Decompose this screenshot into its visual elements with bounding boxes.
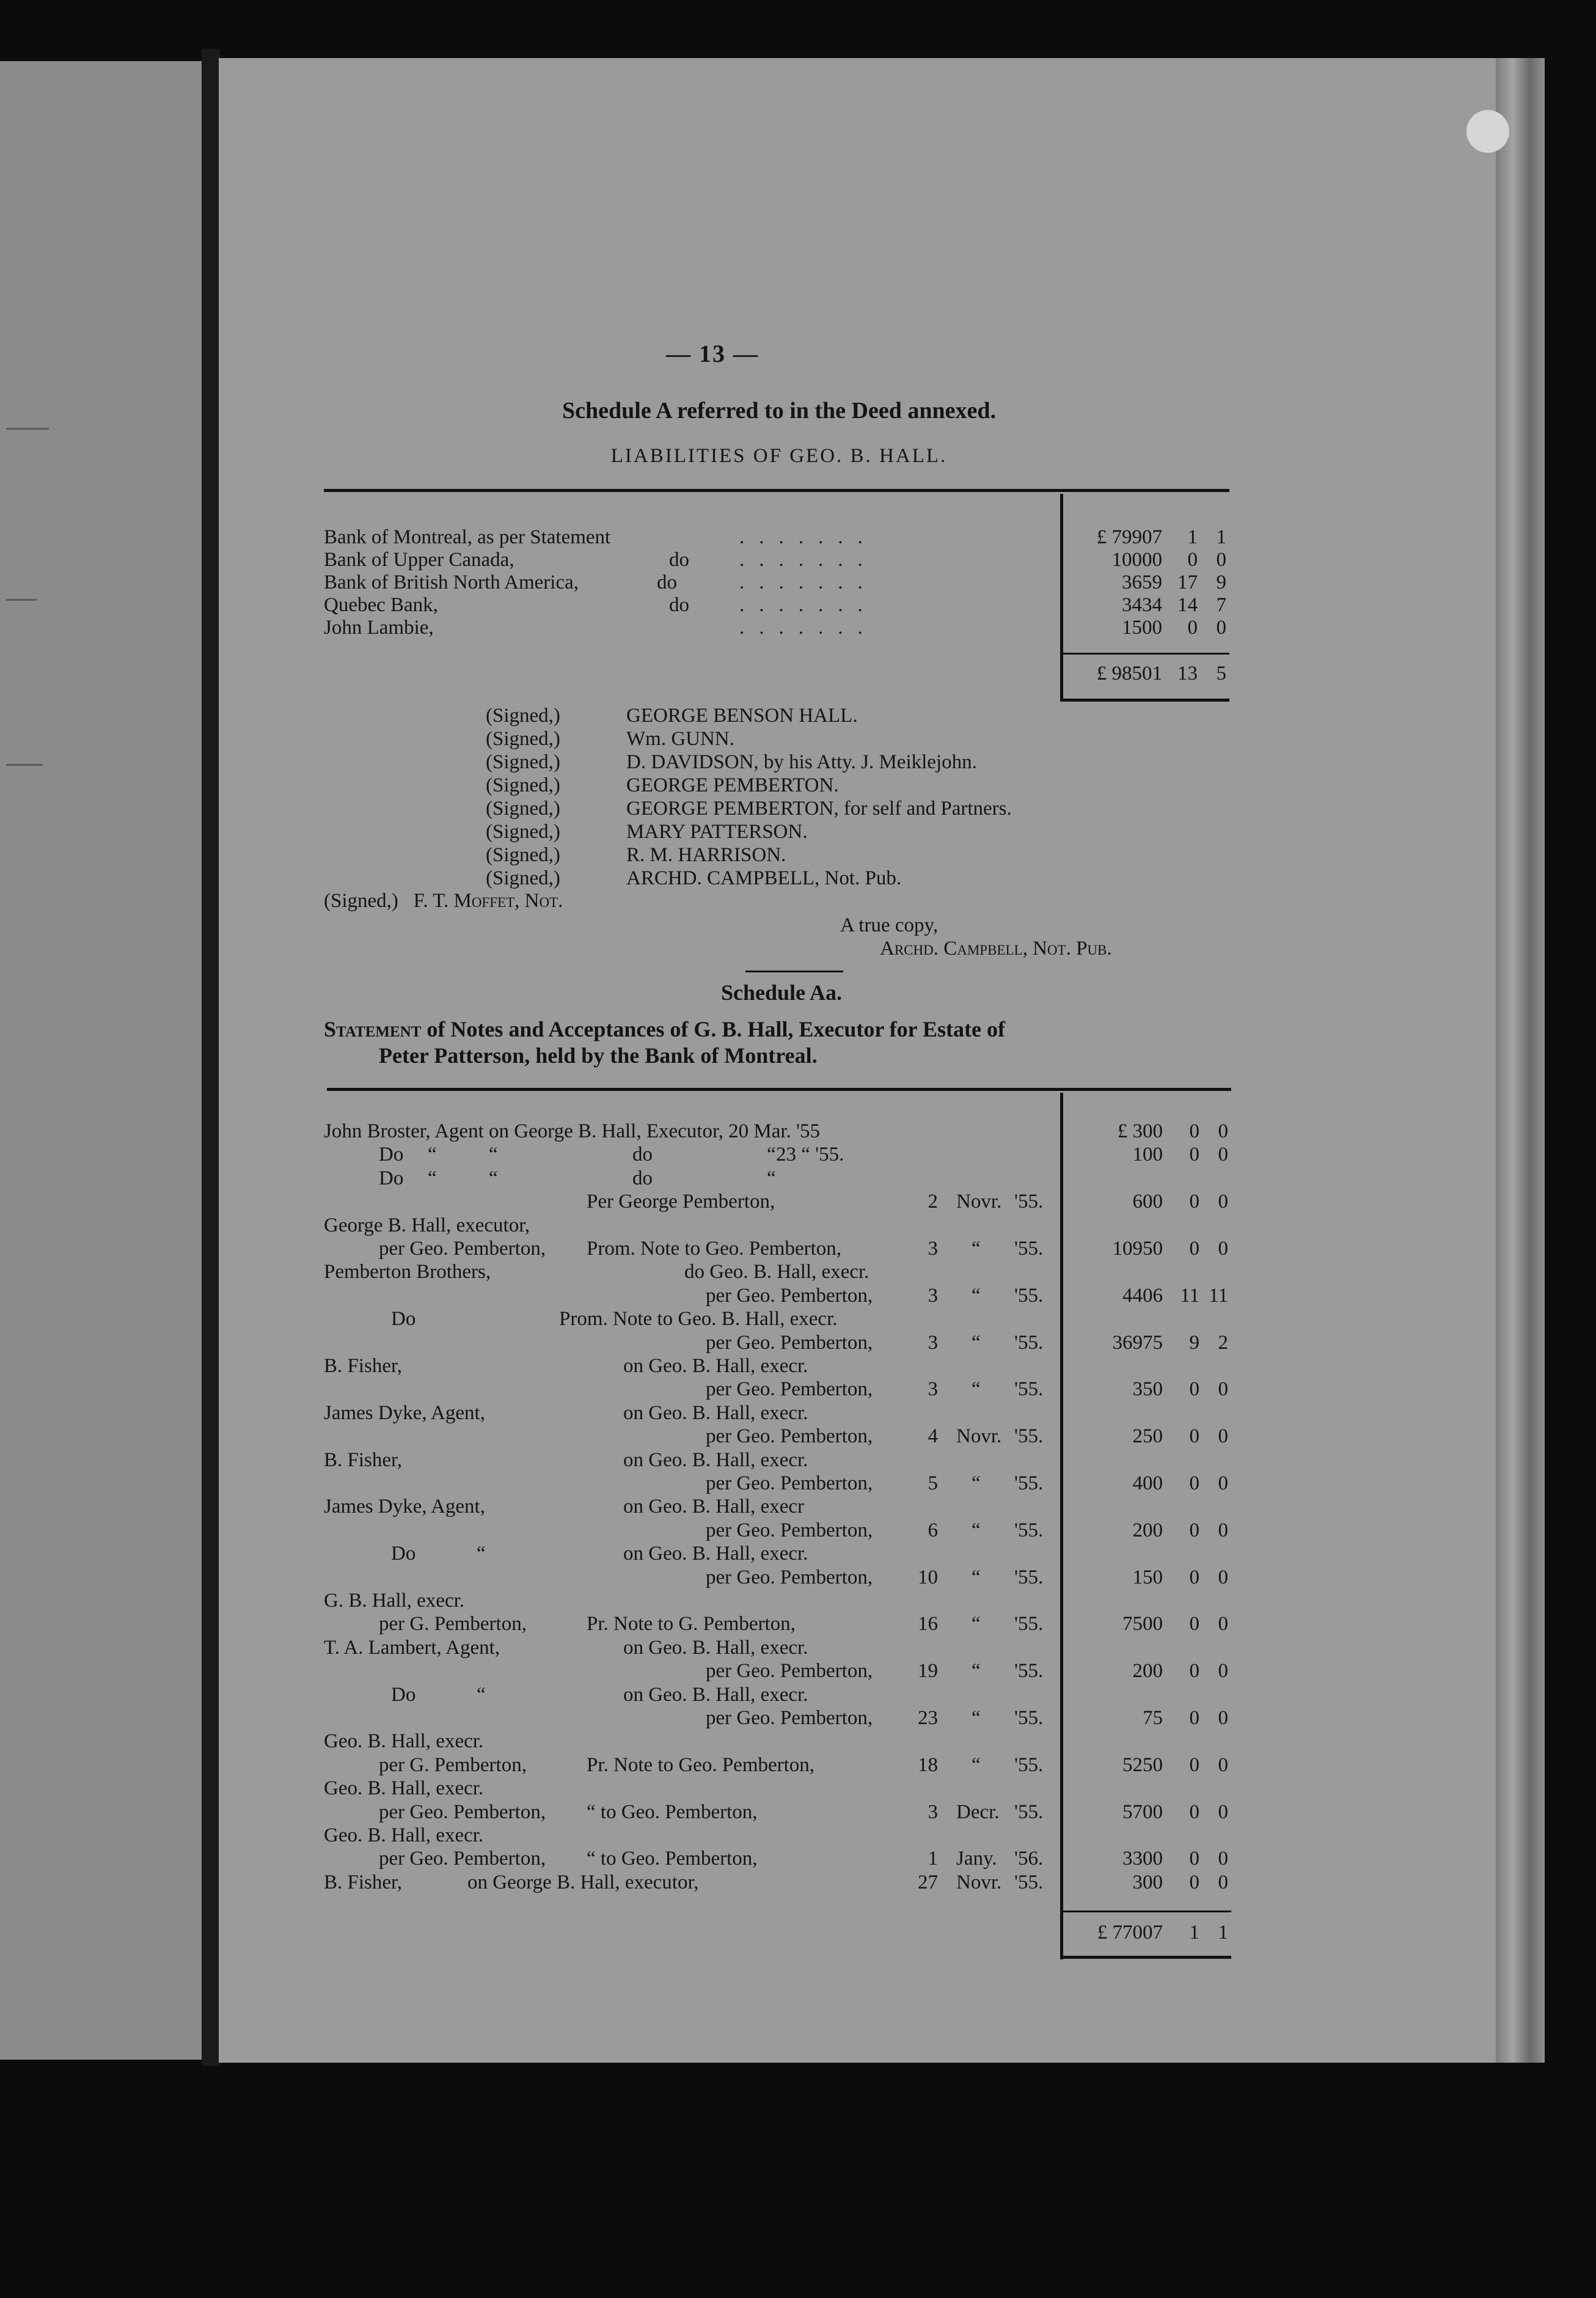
note-pence: 11 xyxy=(1209,1285,1228,1307)
section-divider xyxy=(745,971,843,972)
note-payer: per Geo. Pemberton, xyxy=(379,1848,546,1870)
note-month: “ xyxy=(972,1378,981,1400)
liability-label: Quebec Bank, xyxy=(324,594,438,616)
ditto-mark: “ xyxy=(477,1543,486,1565)
notes-total-rule xyxy=(1063,1956,1231,1959)
note-description: on Geo. B. Hall, execr. xyxy=(623,1355,808,1377)
note-payer: Do xyxy=(379,1143,404,1166)
note-pence: 0 xyxy=(1218,1519,1228,1541)
paper-damage-spot xyxy=(1466,110,1509,153)
note-pounds: 75 xyxy=(1143,1707,1163,1729)
note-day: 27 xyxy=(918,1871,938,1893)
note-month: “ xyxy=(972,1660,981,1682)
note-month: “ xyxy=(972,1472,981,1494)
liability-label: Bank of Upper Canada, xyxy=(324,549,514,571)
note-payer: Do xyxy=(391,1543,416,1565)
note-shillings: 0 xyxy=(1189,1143,1199,1166)
note-description: per Geo. Pemberton, xyxy=(706,1660,873,1682)
note-payer: John Broster, Agent on George B. Hall, Executor, 20 Mar. '55 xyxy=(324,1120,820,1142)
note-shillings: 0 xyxy=(1189,1120,1199,1142)
note-year: '56. xyxy=(1014,1848,1044,1870)
note-description: “ to Geo. Pemberton, xyxy=(587,1801,758,1823)
liability-shillings: 0 xyxy=(1187,617,1198,639)
note-month: Novr. xyxy=(956,1191,1002,1213)
dot-leader: ....... xyxy=(739,617,877,639)
witness-name: F. T. Moffet, Not. xyxy=(413,890,563,912)
note-day: 3 xyxy=(928,1332,938,1354)
note-pounds: 400 xyxy=(1132,1472,1163,1494)
note-shillings: 11 xyxy=(1180,1285,1199,1307)
note-month: “ xyxy=(972,1238,981,1260)
note-pounds: 7500 xyxy=(1122,1613,1163,1635)
note-pounds: 3300 xyxy=(1122,1848,1163,1870)
note-description: do xyxy=(632,1143,653,1166)
note-day: 4 xyxy=(928,1425,938,1447)
ditto-mark: “ xyxy=(428,1167,437,1189)
liability-pence: 1 xyxy=(1216,526,1226,548)
notes-subtotal-rule xyxy=(1063,1911,1231,1912)
liability-pounds: 3659 xyxy=(1122,571,1162,593)
note-shillings: 0 xyxy=(1189,1519,1199,1541)
facing-page-mark xyxy=(6,599,37,601)
ditto-mark: “ xyxy=(489,1143,498,1166)
liability-shillings: 1 xyxy=(1187,526,1198,548)
liability-shillings: 14 xyxy=(1177,594,1198,616)
note-year: '55. xyxy=(1014,1660,1044,1682)
note-payer: B. Fisher, xyxy=(324,1871,402,1893)
note-pounds: 200 xyxy=(1132,1660,1163,1682)
note-pounds: 100 xyxy=(1132,1143,1163,1166)
page-title: Schedule A referred to in the Deed annexed. xyxy=(562,398,996,424)
note-description: per Geo. Pemberton, xyxy=(706,1519,873,1541)
liabilities-total-pounds: £ 98501 xyxy=(1096,663,1162,685)
liability-label: Bank of Montreal, as per Statement xyxy=(324,526,611,548)
note-day: 5 xyxy=(928,1472,938,1494)
note-shillings: 0 xyxy=(1189,1238,1199,1260)
statement-heading xyxy=(324,1018,1005,1041)
note-year: '55. xyxy=(1014,1472,1044,1494)
signature-signed: (Signed,) xyxy=(486,705,560,727)
liability-pence: 7 xyxy=(1216,594,1226,616)
note-description: per Geo. Pemberton, xyxy=(706,1332,873,1354)
note-month: 23 “ '55. xyxy=(776,1143,844,1166)
ditto-mark: “ xyxy=(489,1167,498,1189)
note-year: '55. xyxy=(1014,1378,1044,1400)
note-payer: G. B. Hall, execr. xyxy=(324,1590,465,1612)
ditto-mark: “ xyxy=(477,1684,486,1706)
note-month: “ xyxy=(972,1332,981,1354)
signatory-name: GEORGE BENSON HALL. xyxy=(626,705,858,727)
note-description: on George B. Hall, executor, xyxy=(467,1871,699,1893)
note-year: '55. xyxy=(1014,1425,1044,1447)
note-year: '55. xyxy=(1014,1871,1044,1893)
note-pounds: 600 xyxy=(1132,1191,1163,1213)
note-month: Decr. xyxy=(956,1801,1000,1823)
dot-leader: ....... xyxy=(739,526,877,548)
note-pounds: 300 xyxy=(1132,1871,1163,1893)
dot-leader: ....... xyxy=(739,571,877,593)
true-copy-line: A true copy, xyxy=(840,914,939,936)
signature-signed: (Signed,) xyxy=(486,751,560,773)
facing-page-mark xyxy=(6,428,49,430)
page-edge xyxy=(1496,58,1545,2063)
note-pence: 0 xyxy=(1218,1238,1228,1260)
notes-total-shillings: 1 xyxy=(1189,1922,1199,1944)
note-shillings: 0 xyxy=(1189,1472,1199,1494)
statement-rest: of Notes and Acceptances of G. B. Hall, Executor for Estate of xyxy=(426,1017,1005,1041)
schedule-aa-heading: Schedule Aa. xyxy=(721,980,843,1005)
note-pounds: 150 xyxy=(1132,1566,1163,1588)
note-year: '55. xyxy=(1014,1801,1044,1823)
note-description: Prom. Note to Geo. Pemberton, xyxy=(587,1238,842,1260)
note-shillings: 0 xyxy=(1189,1425,1199,1447)
signature-signed: (Signed,) xyxy=(486,774,560,796)
note-payer: Geo. B. Hall, execr. xyxy=(324,1777,484,1799)
signature-signed: (Signed,) xyxy=(486,867,560,889)
note-description: on Geo. B. Hall, execr. xyxy=(623,1684,808,1706)
note-description: on Geo. B. Hall, execr. xyxy=(623,1402,808,1424)
ditto-mark: “ xyxy=(767,1167,776,1189)
note-month: “ xyxy=(972,1707,981,1729)
note-payer: T. A. Lambert, Agent, xyxy=(324,1637,500,1659)
subtotal-rule xyxy=(1063,653,1229,655)
note-payer: Pemberton Brothers, xyxy=(324,1261,491,1283)
true-copy-notary: Archd. Campbell, Not. Pub. xyxy=(880,938,1112,960)
book-gutter xyxy=(202,49,220,2066)
note-month: Novr. xyxy=(956,1871,1002,1893)
note-day: 10 xyxy=(918,1566,938,1588)
liability-ditto: do xyxy=(657,571,677,593)
note-description: per Geo. Pemberton, xyxy=(706,1707,873,1729)
notes-total-pence: 1 xyxy=(1218,1922,1228,1944)
facing-page-mark xyxy=(6,764,43,766)
note-description: per Geo. Pemberton, xyxy=(706,1285,873,1307)
note-pounds: 200 xyxy=(1132,1519,1163,1541)
note-pounds: 5250 xyxy=(1122,1754,1163,1776)
note-description: Prom. Note to Geo. B. Hall, execr. xyxy=(559,1308,838,1330)
note-description: Pr. Note to G. Pemberton, xyxy=(587,1613,796,1635)
note-pounds: 4406 xyxy=(1122,1285,1163,1307)
note-payer: Do xyxy=(391,1684,416,1706)
note-shillings: 0 xyxy=(1189,1566,1199,1588)
note-year: '55. xyxy=(1014,1238,1044,1260)
note-payer: B. Fisher, xyxy=(324,1355,402,1377)
signature-signed: (Signed,) xyxy=(486,844,560,866)
liability-pounds: 10000 xyxy=(1111,549,1162,571)
note-month: “ xyxy=(972,1519,981,1541)
note-pounds: 350 xyxy=(1132,1378,1163,1400)
note-payer: Geo. B. Hall, execr. xyxy=(324,1824,484,1846)
note-day: 6 xyxy=(928,1519,938,1541)
note-pounds: 250 xyxy=(1132,1425,1163,1447)
note-description: do Geo. B. Hall, execr. xyxy=(684,1261,869,1283)
note-payer: George B. Hall, executor, xyxy=(324,1214,530,1236)
note-year: '55. xyxy=(1014,1754,1044,1776)
note-description: per Geo. Pemberton, xyxy=(706,1378,873,1400)
note-shillings: 0 xyxy=(1189,1707,1199,1729)
liabilities-total-shillings: 13 xyxy=(1177,663,1198,685)
note-payer: James Dyke, Agent, xyxy=(324,1402,485,1424)
note-shillings: 0 xyxy=(1189,1754,1199,1776)
statement-lead: Statement xyxy=(324,1017,422,1041)
note-description: “ to Geo. Pemberton, xyxy=(587,1848,758,1870)
note-shillings: 0 xyxy=(1189,1660,1199,1682)
note-payer: per G. Pemberton, xyxy=(379,1613,527,1635)
note-payer: Geo. B. Hall, execr. xyxy=(324,1730,484,1752)
note-day: 19 xyxy=(918,1660,938,1682)
note-day: 16 xyxy=(918,1613,938,1635)
table-top-rule xyxy=(324,489,1229,492)
note-day: 3 xyxy=(928,1285,938,1307)
signatory-name: D. DAVIDSON, by his Atty. J. Meiklejohn. xyxy=(626,751,977,773)
dot-leader: ....... xyxy=(739,549,877,571)
signature-signed: (Signed,) xyxy=(486,821,560,843)
note-month: “ xyxy=(972,1754,981,1776)
notes-total-pounds: £ 77007 xyxy=(1097,1922,1163,1944)
note-pence: 0 xyxy=(1218,1378,1228,1400)
note-pounds: £ 300 xyxy=(1117,1120,1163,1142)
facing-page xyxy=(0,61,202,2060)
liability-ditto: do xyxy=(669,549,689,571)
note-day: 3 xyxy=(928,1238,938,1260)
liability-pounds: 3434 xyxy=(1122,594,1162,616)
note-description: do xyxy=(632,1167,653,1189)
note-description: on Geo. B. Hall, execr. xyxy=(623,1637,808,1659)
note-pence: 2 xyxy=(1218,1332,1228,1354)
note-year: '55. xyxy=(1014,1332,1044,1354)
page-number: — 13 — xyxy=(666,340,759,367)
liability-shillings: 0 xyxy=(1187,549,1198,571)
signature-signed: (Signed,) xyxy=(486,728,560,750)
statement-heading-line2: Peter Patterson, held by the Bank of Montreal. xyxy=(379,1043,818,1068)
note-month: “ xyxy=(972,1285,981,1307)
note-description: on Geo. B. Hall, execr. xyxy=(623,1449,808,1471)
note-month: “ xyxy=(972,1566,981,1588)
note-description: per Geo. Pemberton, xyxy=(706,1472,873,1494)
note-year: '55. xyxy=(1014,1519,1044,1541)
note-pence: 0 xyxy=(1218,1848,1228,1870)
signature-signed: (Signed,) xyxy=(486,798,560,820)
note-payer: B. Fisher, xyxy=(324,1449,402,1471)
note-shillings: 0 xyxy=(1189,1801,1199,1823)
note-day: 2 xyxy=(928,1191,938,1213)
note-pence: 0 xyxy=(1218,1191,1228,1213)
liability-pounds: 1500 xyxy=(1122,617,1162,639)
liabilities-total-pence: 5 xyxy=(1216,663,1226,685)
note-pence: 0 xyxy=(1218,1707,1228,1729)
dot-leader: ....... xyxy=(739,594,877,616)
note-month: Jany. xyxy=(956,1848,997,1870)
ditto-mark: “ xyxy=(428,1143,437,1166)
note-shillings: 0 xyxy=(1189,1848,1199,1870)
signatory-name: R. M. HARRISON. xyxy=(626,844,786,866)
liability-label: Bank of British North America, xyxy=(324,571,579,593)
liability-pence: 0 xyxy=(1216,617,1226,639)
witness-line xyxy=(324,889,563,912)
note-description: Pr. Note to Geo. Pemberton, xyxy=(587,1754,815,1776)
signatory-name: GEORGE PEMBERTON, for self and Partners. xyxy=(626,798,1012,820)
note-payer: per G. Pemberton, xyxy=(379,1754,527,1776)
note-pence: 0 xyxy=(1218,1143,1228,1166)
note-day: 23 xyxy=(918,1707,938,1729)
note-pounds: 10950 xyxy=(1112,1238,1163,1260)
note-year: '55. xyxy=(1014,1613,1044,1635)
note-payer: per Geo. Pemberton, xyxy=(379,1801,546,1823)
note-shillings: 0 xyxy=(1189,1378,1199,1400)
witness-signed: (Signed,) xyxy=(324,890,398,912)
note-pence: 0 xyxy=(1218,1472,1228,1494)
liability-ditto: do xyxy=(669,594,689,616)
note-day: 3 xyxy=(928,1801,938,1823)
note-payer: per Geo. Pemberton, xyxy=(379,1238,546,1260)
note-pence: 0 xyxy=(1218,1120,1228,1142)
signatory-name: GEORGE PEMBERTON. xyxy=(626,774,839,796)
note-day: 3 xyxy=(928,1378,938,1400)
liability-pence: 0 xyxy=(1216,549,1226,571)
note-pence: 0 xyxy=(1218,1660,1228,1682)
note-payer: James Dyke, Agent, xyxy=(324,1496,485,1518)
note-description: on Geo. B. Hall, execr. xyxy=(623,1543,808,1565)
note-year: '55. xyxy=(1014,1566,1044,1588)
note-pounds: 5700 xyxy=(1122,1801,1163,1823)
liability-shillings: 17 xyxy=(1177,571,1198,593)
signatory-name: Wm. GUNN. xyxy=(626,728,734,750)
note-description: per Geo. Pemberton, xyxy=(706,1425,873,1447)
note-pence: 0 xyxy=(1218,1566,1228,1588)
note-pence: 0 xyxy=(1218,1801,1228,1823)
note-description: per Geo. Pemberton, xyxy=(706,1566,873,1588)
note-pounds: 36975 xyxy=(1112,1332,1163,1354)
note-pence: 0 xyxy=(1218,1871,1228,1893)
signatory-name: MARY PATTERSON. xyxy=(626,821,808,843)
liability-label: John Lambie, xyxy=(324,617,434,639)
note-shillings: 0 xyxy=(1189,1613,1199,1635)
note-pence: 0 xyxy=(1218,1754,1228,1776)
note-pence: 0 xyxy=(1218,1425,1228,1447)
note-month: Novr. xyxy=(956,1425,1002,1447)
signatory-name: ARCHD. CAMPBELL, Not. Pub. xyxy=(626,867,902,889)
note-shillings: 0 xyxy=(1189,1191,1199,1213)
ditto-mark: “ xyxy=(767,1143,776,1166)
note-day: 1 xyxy=(928,1848,938,1870)
note-shillings: 9 xyxy=(1189,1332,1199,1354)
liability-pence: 9 xyxy=(1216,571,1226,593)
note-payer: Do xyxy=(379,1167,404,1189)
note-year: '55. xyxy=(1014,1191,1044,1213)
note-shillings: 0 xyxy=(1189,1871,1199,1893)
notes-table-top-rule xyxy=(327,1088,1231,1091)
note-description: Per George Pemberton, xyxy=(587,1191,775,1213)
note-pence: 0 xyxy=(1218,1613,1228,1635)
liability-pounds: £ 79907 xyxy=(1096,526,1162,548)
note-day: 18 xyxy=(918,1754,938,1776)
page-subtitle: LIABILITIES OF GEO. B. HALL. xyxy=(610,445,948,467)
note-year: '55. xyxy=(1014,1707,1044,1729)
note-year: '55. xyxy=(1014,1285,1044,1307)
note-payer: Do xyxy=(391,1308,416,1330)
total-rule xyxy=(1063,699,1229,702)
note-description: on Geo. B. Hall, execr xyxy=(623,1496,804,1518)
note-month: “ xyxy=(972,1613,981,1635)
